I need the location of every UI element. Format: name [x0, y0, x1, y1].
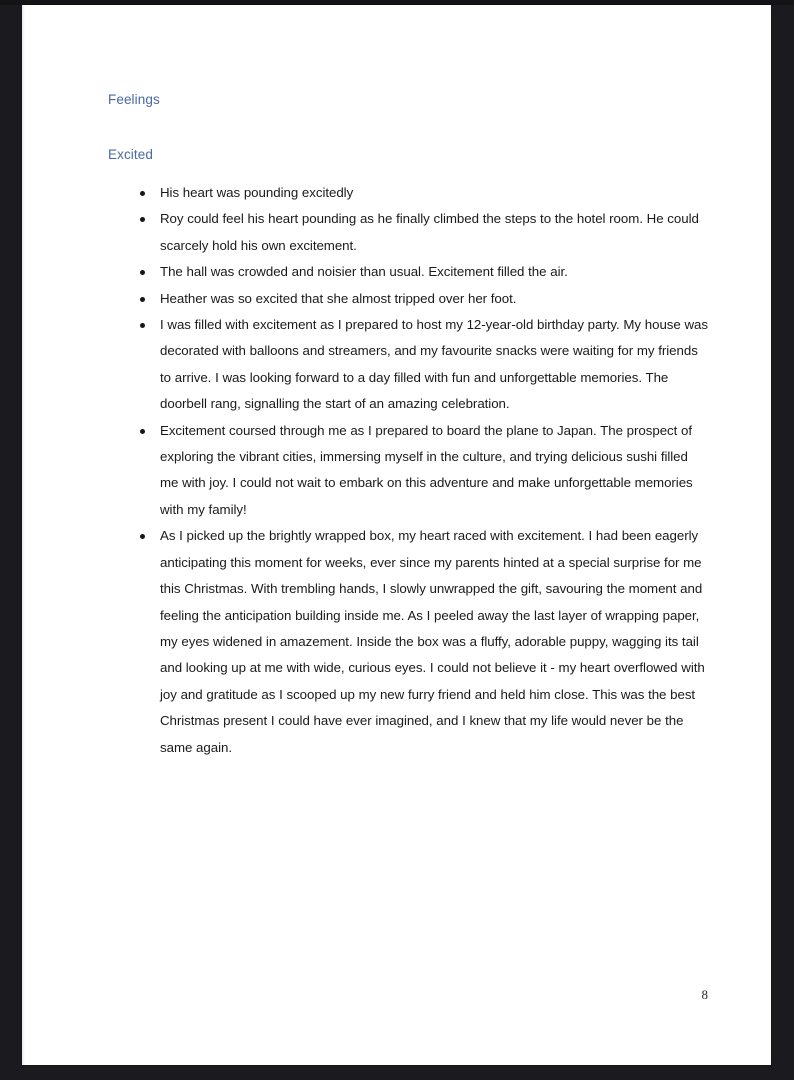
subsection-heading-excited: Excited	[108, 147, 153, 162]
document-page	[22, 5, 771, 1065]
section-heading-feelings: Feelings	[108, 92, 160, 107]
excited-bullet-list	[108, 180, 708, 761]
list-item: Excitement coursed through me as I prepared to board the plane to Japan. The prospect of exploring the vibrant cities, immersing myself in the culture, and trying delicious sushi filled me with joy. I could not wait to embark on this adventure and make unforgettable memories with my family!	[108, 418, 708, 524]
list-item: His heart was pounding excitedly	[108, 180, 708, 206]
page-gutter-shading	[22, 5, 25, 1065]
page-number: 8	[701, 987, 708, 1002]
document-content	[108, 91, 708, 1002]
list-item: I was filled with excitement as I prepared to host my 12-year-old birthday party. My house was decorated with balloons and streamers, and my favourite snacks were waiting for my friends to arrive. I was looking forward to a day filled with fun and unforgettable memories. The doorbell rang, signalling the start of an amazing celebration.	[108, 312, 708, 418]
list-item: Heather was so excited that she almost tripped over her foot.	[108, 286, 708, 312]
list-item: Roy could feel his heart pounding as he finally climbed the steps to the hotel room. He could scarcely hold his own excitement.	[108, 206, 708, 259]
list-item: As I picked up the brightly wrapped box, my heart raced with excitement. I had been eagerly anticipating this moment for weeks, ever since my parents hinted at a special surprise for me this Christmas. With trembling hands, I slowly unwrapped the gift, savouring the moment and feeling the anticipation building inside me. As I peeled away the last layer of wrapping paper, my eyes widened in amazement. Inside the box was a fluffy, adorable puppy, wagging its tail and looking up at me with wide, curious eyes. I could not believe it - my heart overflowed with joy and gratitude as I scooped up my new furry friend and held him close. This was the best Christmas present I could have ever imagined, and I knew that my life would never be the same again.	[108, 523, 708, 761]
list-item: The hall was crowded and noisier than usual. Excitement filled the air.	[108, 259, 708, 285]
